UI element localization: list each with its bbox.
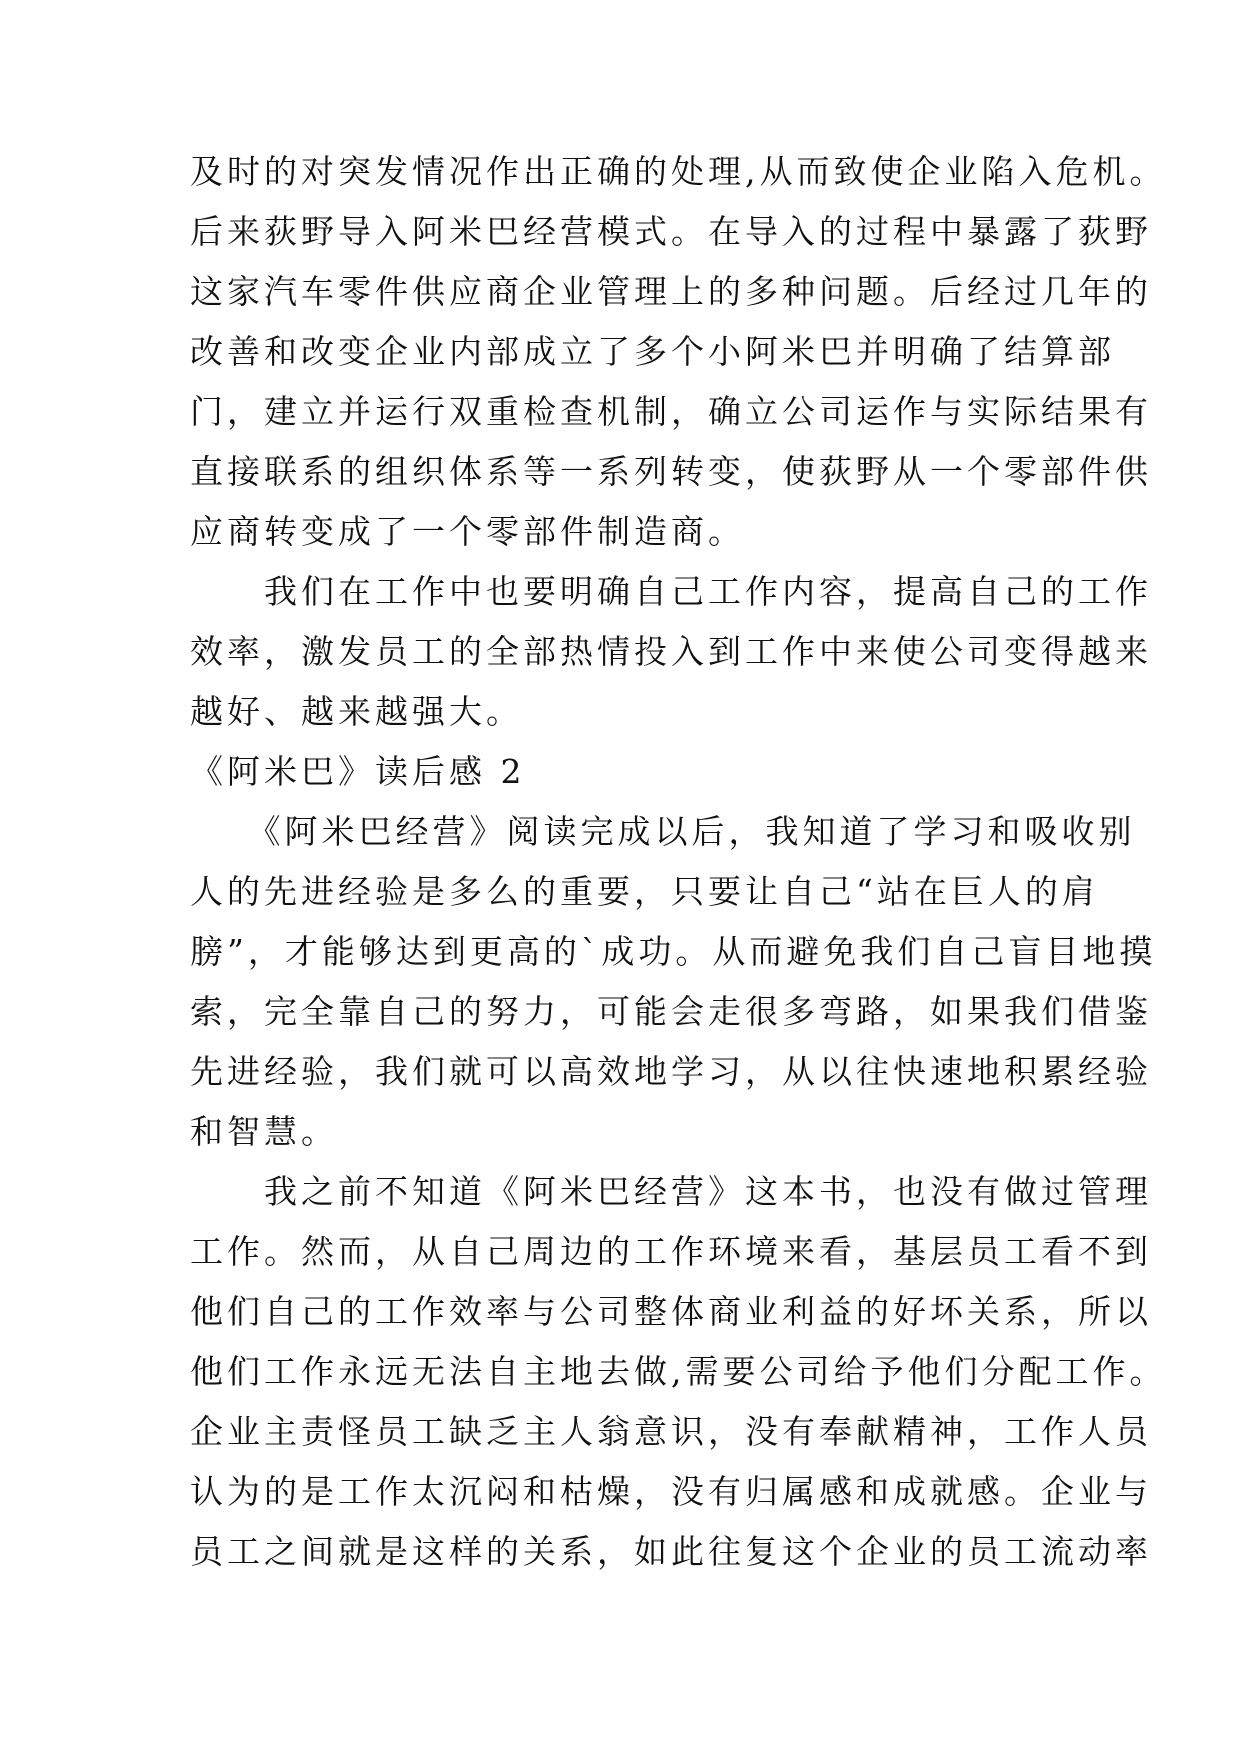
text-line: 这家汽车零件供应商企业管理上的多种问题。后经过几年的 <box>190 272 1152 311</box>
text-line: 及时的对突发情况作出正确的处理,从而致使企业陷入危机。 <box>190 152 1167 191</box>
text-line: 效率，激发员工的全部热情投入到工作中来使公司变得越来 <box>190 632 1152 671</box>
text-line: 和智慧。 <box>190 1112 338 1151</box>
text-line: 改善和改变企业内部成立了多个小阿米巴并明确了结算部 <box>190 332 1115 371</box>
text-line: 人的先进经验是多么的重要，只要让自己“站在巨人的肩 <box>190 872 1099 911</box>
section-heading: 《阿米巴》读后感 2 <box>190 752 526 791</box>
text-line: 员工之间就是这样的关系，如此往复这个企业的员工流动率 <box>190 1532 1152 1571</box>
text-line: 我们在工作中也要明确自己工作内容，提高自己的工作 <box>190 572 1152 611</box>
text-line: 应商转变成了一个零部件制造商。 <box>190 512 745 551</box>
text-line: 他们自己的工作效率与公司整体商业利益的好坏关系，所以 <box>190 1292 1152 1331</box>
text-line: 认为的是工作太沉闷和枯燥，没有归属感和成就感。企业与 <box>190 1472 1152 1511</box>
text-line: 《阿米巴经营》阅读完成以后，我知道了学习和吸收别 <box>190 812 1136 851</box>
text-line: 他们工作永远无法自主地去做,需要公司给予他们分配工作。 <box>190 1352 1167 1391</box>
text-line: 膀”，才能够达到更高的`成功。从而避免我们自己盲目地摸 <box>190 932 1157 971</box>
text-line: 企业主责怪员工缺乏主人翁意识，没有奉献精神，工作人员 <box>190 1412 1152 1451</box>
text-line: 工作。然而，从自己周边的工作环境来看，基层员工看不到 <box>190 1232 1152 1271</box>
text-line: 索，完全靠自己的努力，可能会走很多弯路，如果我们借鉴 <box>190 992 1152 1031</box>
text-line: 越好、越来越强大。 <box>190 692 523 731</box>
text-line: 门，建立并运行双重检查机制，确立公司运作与实际结果有 <box>190 392 1152 431</box>
text-line: 我之前不知道《阿米巴经营》这本书，也没有做过管理 <box>190 1172 1152 1211</box>
text-line: 直接联系的组织体系等一系列转变，使荻野从一个零部件供 <box>190 452 1152 491</box>
text-line: 后来荻野导入阿米巴经营模式。在导入的过程中暴露了荻野 <box>190 212 1152 251</box>
text-line: 先进经验，我们就可以高效地学习，从以往快速地积累经验 <box>190 1052 1152 1091</box>
